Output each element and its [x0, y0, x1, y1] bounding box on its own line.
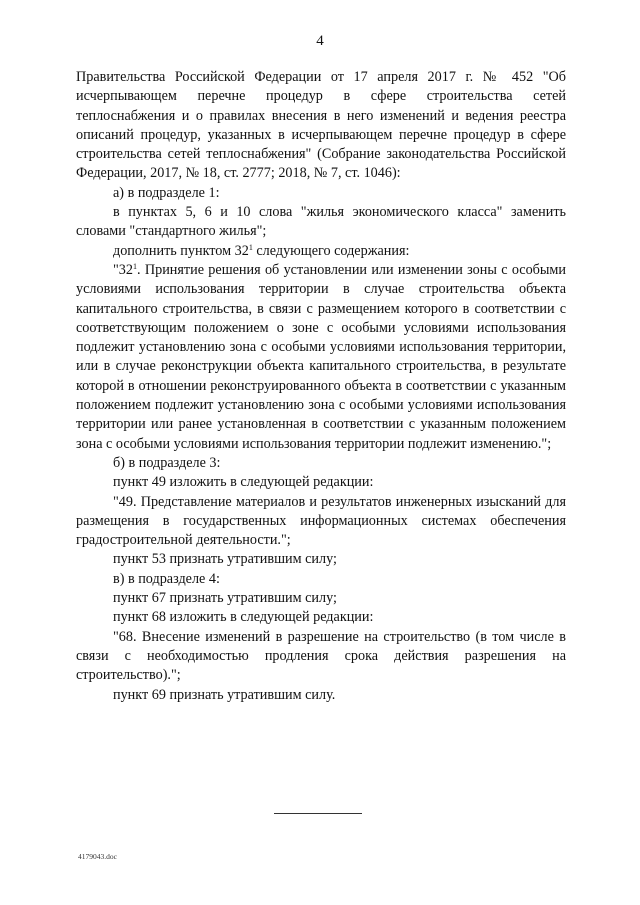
paragraph-item-49-edit: пункт 49 изложить в следующей редакции: — [113, 474, 374, 491]
superscript: 1 — [248, 242, 253, 252]
paragraph-item-49-text: "49. Представление материалов и результатов инженерных изысканий для размещения в государственных информационных системах обеспечения градостроительной деятельности."; — [76, 493, 566, 549]
paragraph-item-53: пункт 53 признать утратившим силу; — [113, 551, 337, 568]
paragraph-add-item-32-1 — [76, 242, 566, 261]
text-fragment: "32 — [113, 261, 133, 278]
paragraph-item-68-edit: пункт 68 изложить в следующей редакции: — [113, 609, 374, 626]
footer-doc-code: 4179043.doc — [78, 852, 117, 861]
paragraph-intro: Правительства Российской Федерации от 17 апреля 2017 г. № 452 "Об исчерпывающем перечне процедур в сфере строительства сетей теплоснабжения и о правилах внесения в него изменений и ведения реестра описаний процедур, указанных в исчерпывающем перечне процедур в сфере строительства сетей теплоснабжения" (Собрание законодательства Российской Федерации, 2017, № 18, ст. 2777; 2018, № 7, ст. 1046): — [76, 69, 566, 182]
superscript: 1 — [132, 261, 137, 271]
paragraph-subsection-3: б) в подразделе 3: — [113, 454, 221, 471]
paragraph-item-69: пункт 69 признать утратившим силу. — [113, 686, 336, 703]
paragraph-item-67: пункт 67 признать утратившим силу; — [113, 590, 337, 607]
paragraph-subsection-1: а) в подразделе 1: — [113, 184, 220, 201]
paragraph-subsection-4: в) в подразделе 4: — [113, 570, 220, 587]
paragraph-item-32-1-text — [76, 261, 566, 454]
text-fragment: следующего содержания: — [252, 242, 410, 259]
paragraph-item-68-text: "68. Внесение изменений в разрешение на строительство (в том числе в связи с необходимостью продления срока действия разрешения на строительство)."; — [76, 628, 566, 684]
text-fragment: дополнить пунктом 32 — [113, 242, 249, 259]
document-body — [76, 68, 566, 705]
text-fragment: . Принятие решения об установлении или изменении зоны с особыми условиями использования территории в случае строительства объекта капитального строительства, в связи с размещением которого в соответствии с соответствующим положением о зоне с особыми условиями использования подлежит установлению зона с особыми условиями использования территории, или в случае реконструкции объекта капитального строительства, в результате которой в отношении реконструированного объекта в соответствии с указанным положением подлежит установлению зона с особыми условиями использования территории или ранее установленная в соответствии с указанным положением зона с особыми условиями использования территории подлежит изменению."; — [76, 261, 566, 452]
page-number: 4 — [316, 33, 324, 49]
paragraph-items-5-6-10: в пунктах 5, 6 и 10 слова "жилья экономического класса" заменить словами "стандартного жилья"; — [76, 204, 566, 240]
separator-line — [274, 813, 362, 814]
